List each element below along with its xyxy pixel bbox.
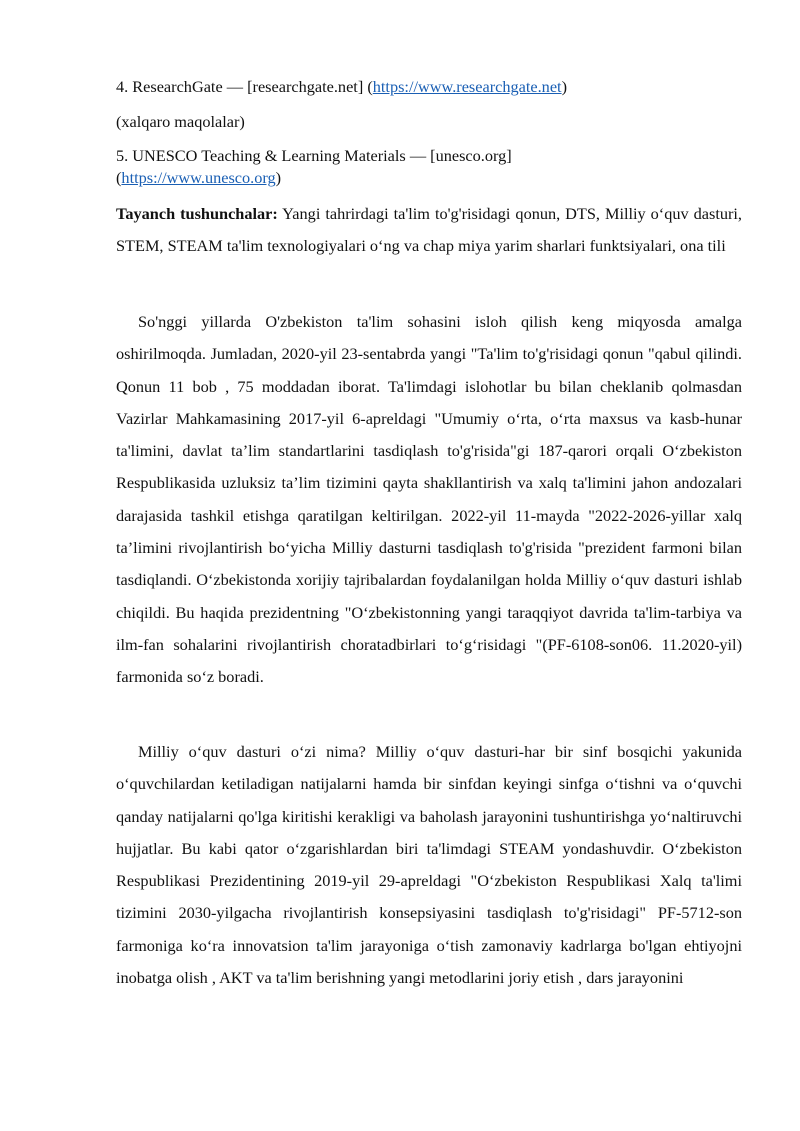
reference-5-title: 5. UNESCO Teaching & Learning Materials — [unesco.org] xyxy=(116,146,512,165)
unesco-link[interactable]: https://www.unesco.org xyxy=(121,168,276,187)
reference-5-open: ( xyxy=(116,168,122,187)
reference-4-note: (xalqaro maqolalar) xyxy=(116,112,245,131)
reference-4 xyxy=(116,77,567,97)
keywords-text: Yangi tahrirdagi ta'lim to'g'risidagi qonun, DTS, Milliy o‘quv dasturi, STEM, STEAM ta'lim texnologiyalari o‘ng va chap miya yarim sharlari funktsiyalari, ona tili xyxy=(116,204,742,256)
reference-4-title: 4. ResearchGate — [researchgate.net] ( xyxy=(116,77,373,96)
reference-5-url-line xyxy=(116,168,281,188)
keywords-paragraph xyxy=(116,198,742,263)
reference-4-close: ) xyxy=(561,77,567,96)
reference-5-close: ) xyxy=(275,168,282,187)
body-paragraph-2: Milliy o‘quv dasturi o‘zi nima? Milliy o‘quv dasturi-har bir sinf bosqichi yakunida o‘quvchilardan ketiladigan natijalarni hamda bir sinfdan keyingi sinfga o‘tishni va o‘quvchi qanday natijalarni qo'lga kiritishi kerakligi va baholash jarayonini tushuntirishga yo‘naltiruvchi hujjatlar. Bu kabi qator o‘zgarishlardan biri ta'limdagi STEAM yondashuvdir. O‘zbekiston Respublikasi Prezidentining 2019-yil 29-apreldagi "O‘zbekiston Respublikasi Xalq ta'limi tizimini 2030-yilgacha rivojlantirish konsepsiyasini tasdiqlash to'g'risidagi" PF-5712-son farmoniga ko‘ra innovatsion ta'lim jarayoniga o‘tish zamonaviy kadrlarga bo'lgan ehtiyojni inobatga olish , AKT va ta'lim berishning yangi metodlarini joriy etish , dars jarayonini xyxy=(116,742,742,988)
body-paragraph-1: So'nggi yillarda O'zbekiston ta'lim sohasini isloh qilish keng miqyosda amalga oshirilmoqda. Jumladan, 2020-yil 23-sentabrda yangi "Ta'lim to'g'risidagi qonun "qabul qilindi. Qonun 11 bob , 75 moddadan iborat. Ta'limdagi islohotlar bu bilan cheklanib qolmasdan Vazirlar Mahkamasining 2017-yil 6-apreldagi "Umumiy o‘rta, o‘rta maxsus va kasb-hunar ta'limini, davlat ta’lim standartlarini tasdiqlash to'g'risida"gi 187-qarori orqali O‘zbekiston Respublikasida uzluksiz ta’lim tizimini qayta shakllantirish va xalq ta'limini jahon andozalari darajasida tashkil etishga qaratilgan keltirilgan. 2022-yil 11-mayda "2022-2026-yillar xalq ta’limini rivojlantirish bo‘yicha Milliy dasturni tasdiqlash to'g'risida "prezident farmoni bilan tasdiqlandi. O‘zbekistonda xorijiy tajribalardan foydalanilgan holda Milliy o‘quv dasturi ishlab chiqildi. Bu haqida prezidentning "O‘zbekistonning yangi taraqqiyot davrida ta'lim-tarbiya va ilm-fan sohalarini rivojlantirish choratadbirlari to‘g‘risidagi "(PF-6108-son06. 11.2020-yil) farmonida so‘z boradi. xyxy=(116,312,742,687)
keywords-label: Tayanch tushunchalar: xyxy=(116,204,278,223)
researchgate-link[interactable]: https://www.researchgate.net xyxy=(372,77,562,96)
